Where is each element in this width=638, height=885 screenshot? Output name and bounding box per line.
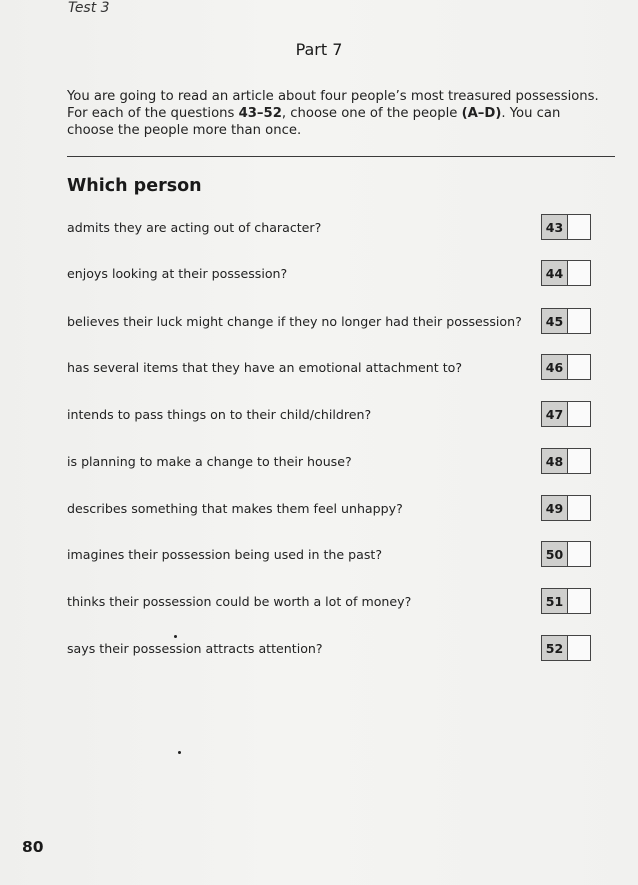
question-row xyxy=(67,448,593,476)
ink-speck xyxy=(174,635,177,638)
question-row xyxy=(67,354,593,382)
question-number: 44 xyxy=(542,261,568,285)
answer-box xyxy=(541,635,591,661)
question-number: 43 xyxy=(542,215,568,239)
question-row xyxy=(67,260,593,288)
section-heading: Which person xyxy=(67,176,202,196)
question-text: enjoys looking at their possession? xyxy=(67,266,288,281)
question-number: 52 xyxy=(542,636,568,660)
question-text: describes something that makes them feel unhappy? xyxy=(67,501,403,516)
question-text: has several items that they have an emotional attachment to? xyxy=(67,360,463,375)
question-text: admits they are acting out of character? xyxy=(67,220,322,235)
page-number: 80 xyxy=(22,838,44,856)
answer-field[interactable] xyxy=(568,589,590,613)
question-text: imagines their possession being used in the past? xyxy=(67,547,383,562)
question-text: thinks their possession could be worth a lot of money? xyxy=(67,594,412,609)
part-title: Part 7 xyxy=(295,40,343,59)
question-number: 50 xyxy=(542,542,568,566)
question-number: 48 xyxy=(542,449,568,473)
question-number: 49 xyxy=(542,496,568,520)
answer-box xyxy=(541,354,591,380)
question-text: believes their luck might change if they no longer had their possession? xyxy=(67,314,522,329)
answer-field[interactable] xyxy=(568,309,590,333)
answer-field[interactable] xyxy=(568,355,590,379)
section-divider xyxy=(67,156,615,157)
answer-field[interactable] xyxy=(568,449,590,473)
test-label: Test 3 xyxy=(68,0,110,16)
ink-speck xyxy=(178,751,181,754)
instructions-text-2: , choose one of the people xyxy=(281,106,462,121)
question-row xyxy=(67,401,593,429)
question-row xyxy=(67,214,593,242)
question-range: 43–52 xyxy=(238,106,282,121)
instructions-text-1: You are going to read an article about four people’s most treasured possessions. For each of the questions xyxy=(67,89,599,121)
question-number: 47 xyxy=(542,402,568,426)
question-number: 46 xyxy=(542,355,568,379)
answer-field[interactable] xyxy=(568,636,590,660)
question-number: 51 xyxy=(542,589,568,613)
answer-box xyxy=(541,448,591,474)
answer-box xyxy=(541,214,591,240)
question-row xyxy=(67,495,593,523)
question-text: says their possession attracts attention? xyxy=(67,641,323,656)
answer-box xyxy=(541,401,591,427)
answer-field[interactable] xyxy=(568,402,590,426)
answer-box xyxy=(541,260,591,286)
answer-box xyxy=(541,588,591,614)
answer-field[interactable] xyxy=(568,496,590,520)
answer-box xyxy=(541,495,591,521)
question-row xyxy=(67,588,593,616)
answer-box xyxy=(541,308,591,334)
question-text: is planning to make a change to their house? xyxy=(67,454,352,469)
option-range: (A–D) xyxy=(461,106,502,121)
answer-field[interactable] xyxy=(568,542,590,566)
question-text: intends to pass things on to their child/children? xyxy=(67,407,372,422)
question-row xyxy=(67,541,593,569)
answer-field[interactable] xyxy=(568,215,590,239)
question-row xyxy=(67,308,593,336)
question-row xyxy=(67,635,593,663)
answer-box xyxy=(541,541,591,567)
answer-field[interactable] xyxy=(568,261,590,285)
instructions-text-3: . You can choose the people more than once. xyxy=(67,106,561,138)
instructions xyxy=(67,88,607,139)
question-number: 45 xyxy=(542,309,568,333)
